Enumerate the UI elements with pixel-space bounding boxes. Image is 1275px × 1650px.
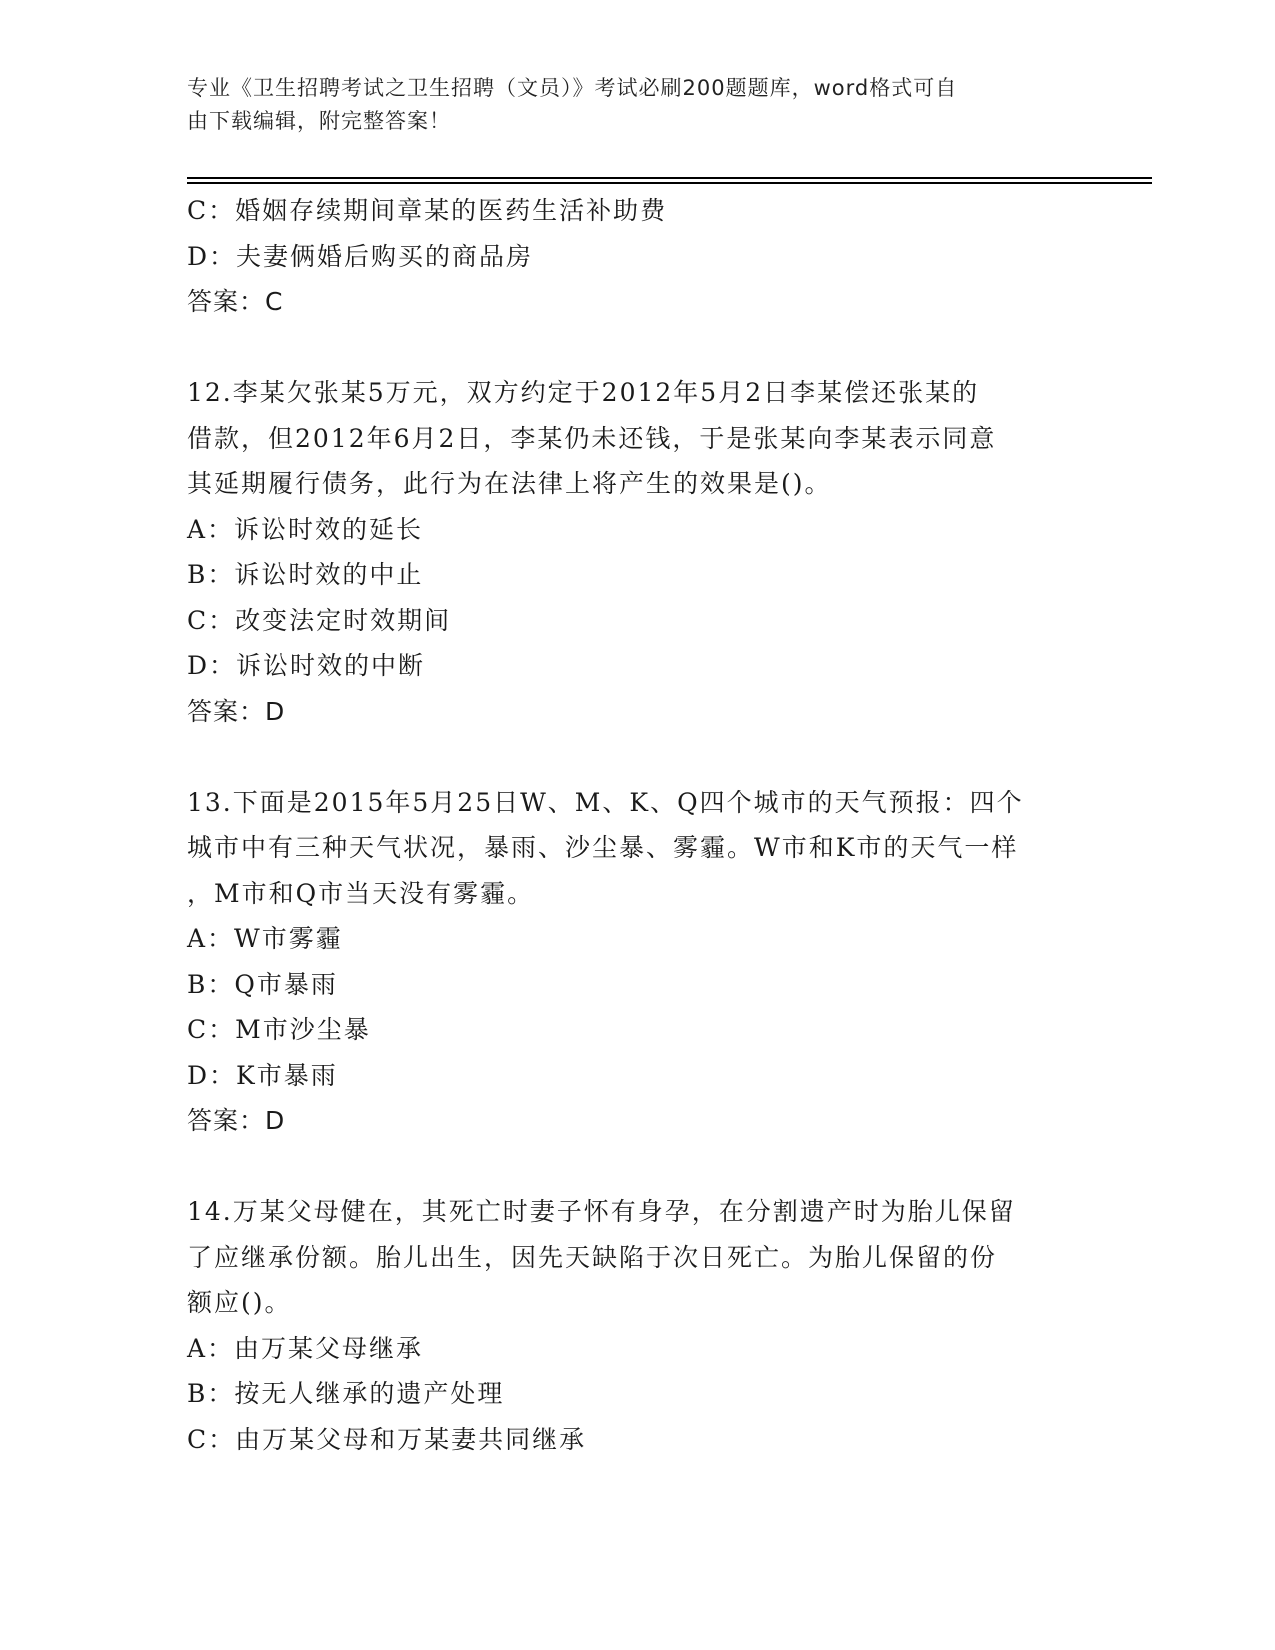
option-d: D：诉讼时效的中断: [187, 651, 426, 680]
answer: 答案：D: [187, 1106, 286, 1135]
option-c: C：由万某父母和万某妻共同继承: [187, 1424, 587, 1454]
option-b: B：Q市暴雨: [187, 969, 338, 999]
spacer: [187, 325, 1087, 371]
question-stem-line: 14.万某父母健在，其死亡时妻子怀有身孕，在分割遗产时为胎儿保留: [187, 1197, 1016, 1226]
question-stem-line: 13.下面是2015年5月25日W、M、K、Q四个城市的天气预报：四个: [187, 787, 1024, 817]
option-d: D：K市暴雨: [187, 1060, 338, 1090]
question-stem-line: 借款，但2012年6月2日，李某仍未还钱，于是张某向李某表示同意: [187, 423, 997, 453]
question-11-tail: [187, 188, 1087, 325]
option-d: D：夫妻俩婚后购买的商品房: [187, 241, 534, 271]
header-divider-top: [187, 177, 1152, 179]
question-stem-line: 其延期履行债务，此行为在法律上将产生的效果是()。: [187, 469, 832, 498]
question-stem-line: 额应()。: [187, 1288, 292, 1317]
option-a: A：诉讼时效的延长: [187, 514, 424, 544]
option-b: B：诉讼时效的中止: [187, 560, 424, 589]
question-stem-line: ，M市和Q市当天没有雾霾。: [187, 878, 535, 908]
spacer: [187, 734, 1087, 780]
spacer: [187, 1144, 1087, 1190]
option-c: C：改变法定时效期间: [187, 605, 452, 635]
question-list: [187, 188, 1087, 1462]
question-stem-line: 城市中有三种天气状况，暴雨、沙尘暴、雾霾。W市和K市的天气一样: [187, 833, 1019, 862]
question-stem-line: 12.李某欠张某5万元，双方约定于2012年5月2日李某偿还张某的: [187, 378, 980, 407]
option-a: A：由万某父母继承: [187, 1333, 424, 1363]
option-b: B：按无人继承的遗产处理: [187, 1379, 505, 1408]
option-a: A：W市雾霾: [187, 924, 343, 953]
question-stem-line: 了应继承份额。胎儿出生，因先天缺陷于次日死亡。为胎儿保留的份: [187, 1242, 998, 1272]
option-c: C：M市沙尘暴: [187, 1015, 371, 1044]
header-line-2: 由下载编辑，附完整答案！: [187, 109, 451, 133]
header-divider-bottom: [187, 182, 1152, 184]
document-header: [187, 72, 1067, 138]
answer: 答案：C: [187, 287, 284, 316]
option-c: C：婚姻存续期间章某的医药生活补助费: [187, 196, 668, 225]
answer: 答案：D: [187, 696, 286, 726]
header-line-1: 专业《卫生招聘考试之卫生招聘（文员）》考试必刷200题题库，word格式可自: [187, 76, 958, 100]
question-13: [187, 780, 1087, 1144]
question-12: [187, 370, 1087, 734]
question-14: [187, 1189, 1087, 1462]
